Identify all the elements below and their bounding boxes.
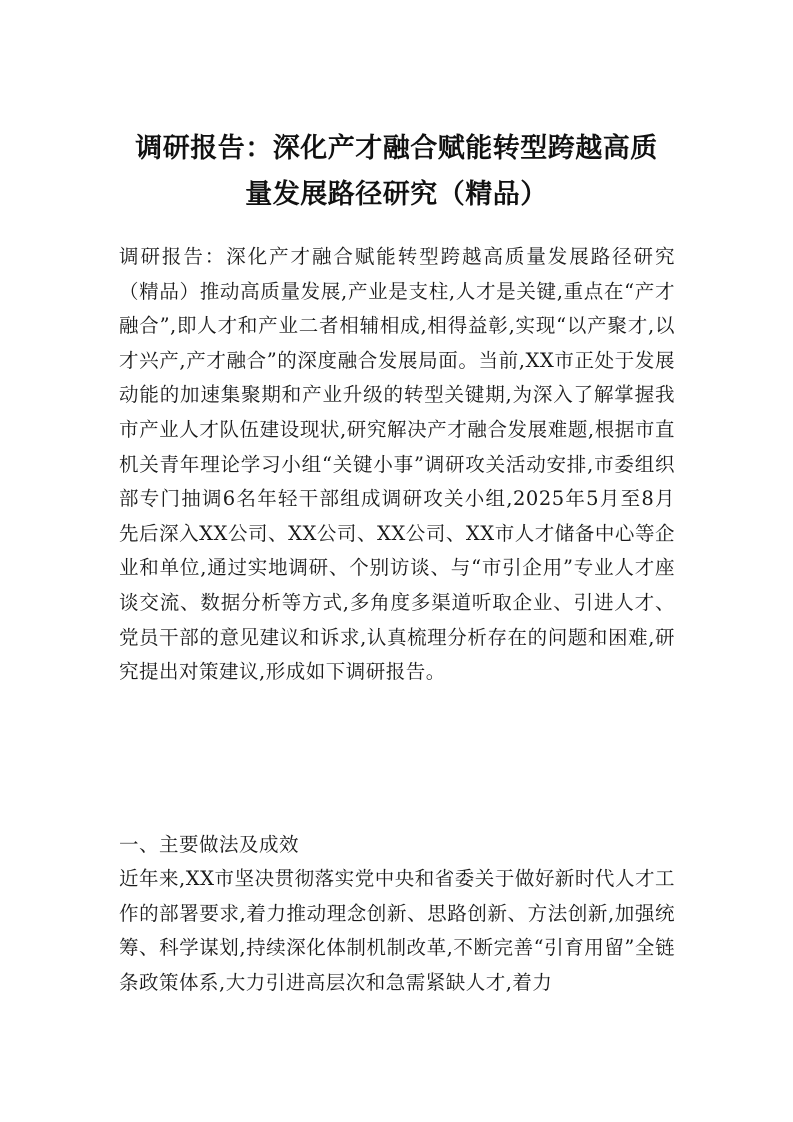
intro-paragraph: 调研报告：深化产才融合赋能转型跨越高质量发展路径研究（精品）推动高质量发展,产业是支柱,人才是关键,重点在“产才融合”,即人才和产业二者相辅相成,相得益彰,实现“以产聚才,以才兴产,产才融合”的深度融合发展局面。当前,XX市正处于发展动能的加速集聚期和产业升级的转型关键期,为深入了解掌握我市产业人才队伍建设现状,研究解决产才融合发展难题,根据市直机关青年理论学习小组“关键小事”调研攻关活动安排,市委组织部专门抽调6名年轻干部组成调研攻关小组,2025年5月至8月先后深入XX公司、XX公司、XX公司、XX市人才储备中心等企业和单位,通过实地调研、个别访谈、与“市引企用”专业人才座谈交流、数据分析等方式,多角度多渠道听取企业、引进人才、党员干部的意见建议和诉求,认真梳理分析存在的问题和困难,研究提出对策建议,形成如下调研报告。 bbox=[119, 245, 675, 684]
document-title-line-2: 量发展路径研究（精品） bbox=[245, 179, 548, 210]
section-heading-1: 一、主要做法及成效 bbox=[119, 833, 300, 856]
section-1-paragraph: 近年来,XX市坚决贯彻落实党中央和省委关于做好新时代人才工作的部署要求,着力推动理念创新、思路创新、方法创新,加强统筹、科学谋划,持续深化体制机制改革,不断完善“引育用留”全链条政策体系,大力引进高层次和急需紧缺人才,着力 bbox=[119, 867, 675, 994]
document-title-line-1: 调研报告：深化产才融合赋能转型跨越高质 bbox=[135, 133, 658, 164]
